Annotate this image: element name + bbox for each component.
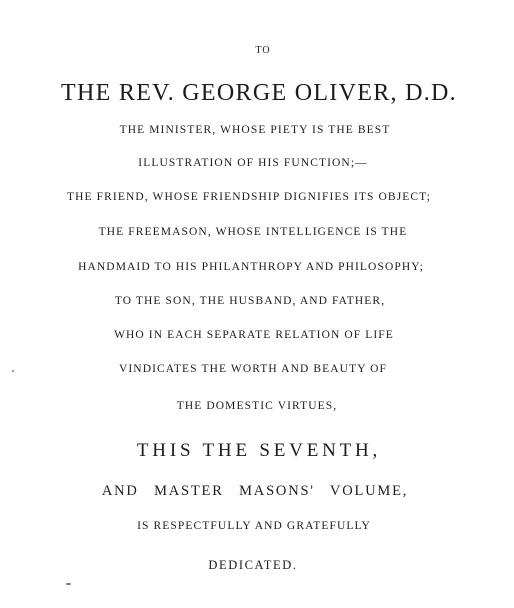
volume-heading: THIS THE SEVENTH, — [136, 440, 382, 461]
dedication-line: THE FRIEND, WHOSE FRIENDSHIP DIGNIFIES ITS OBJECT; — [67, 191, 431, 203]
dedicated-word: DEDICATED. — [208, 558, 298, 572]
dedication-line: ILLUSTRATION OF HIS FUNCTION;— — [138, 157, 368, 169]
print-speck — [66, 583, 71, 585]
closing-line: IS RESPECTFULLY AND GRATEFULLY — [137, 520, 371, 532]
print-speck — [12, 370, 14, 372]
dedication-line: VINDICATES THE WORTH AND BEAUTY OF — [118, 363, 388, 375]
dedicatee-name: THE REV. GEORGE OLIVER, D.D. — [61, 80, 457, 106]
dedication-line: THE MINISTER, WHOSE PIETY IS THE BEST — [119, 124, 391, 136]
volume-subheading: AND MASTER MASONS' VOLUME, — [101, 483, 409, 499]
dedication-line: WHO IN EACH SEPARATE RELATION OF LIFE — [114, 329, 394, 341]
dedication-line: THE DOMESTIC VIRTUES, — [176, 400, 338, 412]
dedication-line: TO THE SON, THE HUSBAND, AND FATHER, — [114, 295, 386, 307]
dedication-line: THE FREEMASON, WHOSE INTELLIGENCE IS THE — [98, 226, 408, 238]
dedication-to: TO — [255, 45, 271, 56]
dedication-line: HANDMAID TO HIS PHILANTHROPY AND PHILOSOPHY; — [78, 261, 424, 273]
